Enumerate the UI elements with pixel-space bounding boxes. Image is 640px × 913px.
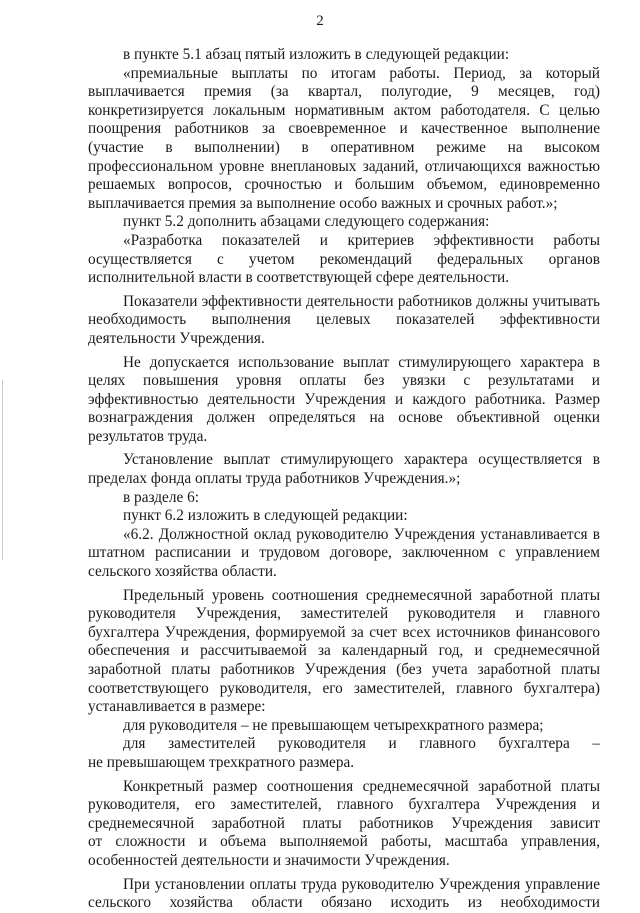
- text-line: выплачивается премия за выполнение особо важных и срочных работ.»;: [88, 194, 558, 212]
- text-line: профессиональном уровне внеплановых заданий, отличающихся важностью: [88, 157, 600, 175]
- text-line: заработной платы работников Учреждения (без учета заработной платы: [88, 661, 600, 678]
- text-line: особенностей деятельности и значимости Учреждения.: [88, 851, 450, 869]
- text-line: конкретизируется локальным нормативным актом работодателя. С целью: [88, 101, 600, 119]
- text-line: «премиальные выплаты по итогам работы. Период, за который: [123, 64, 600, 82]
- text-line: среднемесячной заработной платы работников Учреждения зависит: [88, 814, 600, 832]
- text-line: «Разработка показателей и критериев эффективности работы: [123, 231, 600, 249]
- text-line: эффективностью деятельности Учреждения и каждого работника. Размер: [88, 390, 600, 408]
- text-line: сельского хозяйства области.: [88, 563, 277, 581]
- text-line: исполнительной власти в соответствующей сфере деятельности.: [88, 269, 510, 287]
- text-line: обеспечения и рассчитываемой за календарный год, и среднемесячной: [88, 642, 600, 660]
- text-line: бухгалтера Учреждения, формируемой за счет всех источников финансового: [88, 623, 600, 641]
- text-line: пункт 5.2 дополнить абзацами следующего содержания:: [123, 213, 490, 231]
- text-line: Показатели эффективности деятельности работников должны учитывать: [123, 292, 600, 310]
- text-line: руководителя, его заместителей, главного бухгалтера Учреждения и: [88, 796, 600, 814]
- text-line: руководителя Учреждения, заместителей руководителя и главного: [88, 605, 600, 623]
- text-line: результатов труда.: [88, 427, 208, 445]
- text-line: (участие в выполнении) в оперативном режиме на высоком: [88, 138, 600, 156]
- text-line: целях повышения уровня оплаты без увязки с результатами и: [88, 372, 600, 390]
- text-line: Конкретный размер соотношения среднемесячной заработной платы: [123, 777, 600, 795]
- document-body: [88, 46, 600, 913]
- text-line: Установление выплат стимулирующего характера осуществляется в: [123, 451, 600, 469]
- page-number: 2: [316, 13, 324, 29]
- text-line: При установлении оплаты труда руководителю Учреждения управление: [123, 875, 600, 893]
- text-line: соответствующего руководителя, его заместителей, главного бухгалтера): [88, 679, 600, 697]
- text-line: Предельный уровень соотношения среднемесячной заработной платы: [123, 586, 600, 604]
- text-line: решаемых вопросов, срочностью и большим объемом, единовременно: [88, 176, 600, 194]
- text-line: поощрения работников за своевременное и качественное выполнение: [88, 120, 600, 138]
- text-line: для заместителей руководителя и главного бухгалтера –: [123, 735, 600, 753]
- text-line: «6.2. Должностной оклад руководителю Учреждения устанавливается в: [123, 525, 600, 543]
- text-line: от сложности и объема выполняемой работы, масштаба управления,: [88, 833, 600, 851]
- text-line: необходимость выполнения целевых показателей эффективности: [88, 311, 600, 329]
- text-line: для руководителя – не превышающем четырехкратного размера;: [123, 716, 544, 734]
- text-line: пункт 6.2 изложить в следующей редакции:: [123, 507, 408, 525]
- text-line: штатном расписании и трудовом договоре, заключенном с управлением: [88, 544, 600, 562]
- text-line: деятельности Учреждения.: [88, 329, 265, 347]
- text-line: устанавливается в размере:: [88, 698, 266, 716]
- text-line: сельского хозяйства области обязано исходить из необходимости: [88, 894, 600, 912]
- text-line: в разделе 6:: [123, 488, 199, 506]
- scan-margin-mark: [2, 380, 3, 560]
- text-line: Не допускается использование выплат стимулирующего характера в: [123, 353, 600, 371]
- text-line: в пункте 5.1 абзац пятый изложить в следующей редакции:: [123, 46, 510, 63]
- text-line: выплачивается премия (за квартал, полугодие, 9 месяцев, год): [88, 83, 600, 101]
- text-line: не превышающем трехкратного размера.: [88, 753, 355, 771]
- text-line: вознаграждения должен определяться на основе объективной оценки: [88, 409, 600, 427]
- text-line: пределах фонда оплаты труда работников Учреждения.»;: [88, 470, 461, 488]
- text-line: осуществляется с учетом рекомендаций федеральных органов: [88, 250, 600, 268]
